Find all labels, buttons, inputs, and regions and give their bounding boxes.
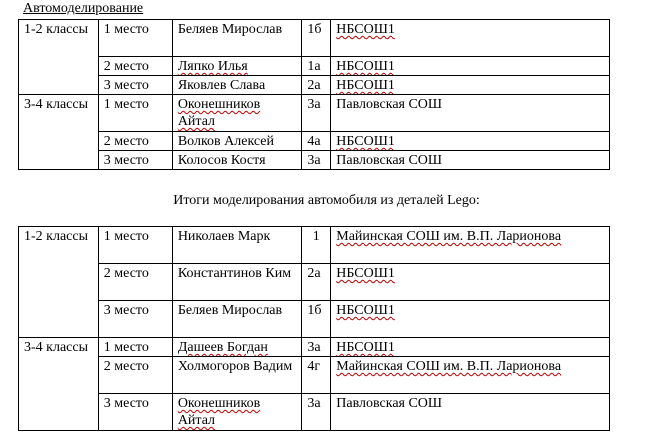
- school-text: НБСОШ1: [336, 303, 395, 318]
- class-cell: 4а: [302, 132, 331, 151]
- name-cell: Николаев Марк: [172, 227, 302, 264]
- results-table-car-modeling: [18, 19, 610, 170]
- class-cell: 3а: [302, 394, 331, 431]
- name-cell: Холмогоров Вадим: [172, 357, 302, 394]
- grade-cell: 1-2 классы: [19, 20, 99, 95]
- school-cell: [331, 301, 610, 338]
- school-cell: Павловская СОШ: [331, 394, 610, 431]
- place-cell: 1 место: [98, 338, 172, 357]
- school-text: НБСОШ1: [336, 134, 395, 149]
- class-cell: 1б: [302, 20, 331, 57]
- name-text: Дашеев Богдан: [177, 340, 268, 355]
- school-cell: [331, 57, 610, 76]
- place-cell: 3 место: [98, 301, 172, 338]
- school-cell: [331, 264, 610, 301]
- table-row: [19, 301, 610, 338]
- school-text: НБСОШ1: [336, 59, 395, 74]
- school-cell: Павловская СОШ: [331, 151, 610, 170]
- school-cell: [331, 76, 610, 95]
- school-text: НБСОШ1: [336, 340, 395, 355]
- school-text: НБСОШ1: [336, 22, 395, 37]
- class-cell: 1: [302, 227, 331, 264]
- school-text: Майинская СОШ им. В.П. Ларионова: [336, 359, 562, 374]
- section1-heading-text: Автомоделирование: [23, 1, 144, 16]
- table-row: [19, 76, 610, 95]
- school-text: Майинская СОШ им. В.П. Ларионова: [336, 229, 562, 244]
- school-cell: Павловская СОШ: [331, 95, 610, 132]
- class-cell: 2а: [302, 264, 331, 301]
- section2-heading: Итоги моделирования автомобиля из деталей Lego:: [173, 193, 480, 208]
- class-cell: 3а: [302, 338, 331, 357]
- school-text: НБСОШ1: [336, 78, 395, 93]
- place-cell: 2 место: [98, 132, 172, 151]
- school-cell: [331, 132, 610, 151]
- school-cell: [331, 338, 610, 357]
- name-cell: [172, 57, 302, 76]
- name-text: Ляпко Илья: [177, 59, 248, 74]
- class-cell: 3а: [302, 95, 331, 132]
- school-cell: [331, 20, 610, 57]
- place-cell: 3 место: [98, 76, 172, 95]
- place-cell: 1 место: [98, 20, 172, 57]
- school-text: НБСОШ1: [336, 266, 395, 281]
- grade-cell: 3-4 классы: [19, 95, 99, 170]
- name-cell: Яковлев Слава: [172, 76, 302, 95]
- place-cell: 2 место: [98, 357, 172, 394]
- school-cell: [331, 227, 610, 264]
- table-row: [19, 132, 610, 151]
- grade-cell: 1-2 классы: [19, 227, 99, 338]
- section1-heading: [23, 1, 143, 17]
- class-cell: 3а: [302, 151, 331, 170]
- grade-cell: 3-4 классы: [19, 338, 99, 431]
- name-cell: [172, 95, 302, 132]
- table-row: [19, 394, 610, 431]
- name-cell: [172, 338, 302, 357]
- table-row: [19, 264, 610, 301]
- class-cell: 1б: [302, 301, 331, 338]
- place-cell: 1 место: [98, 227, 172, 264]
- results-table-lego-modeling: [18, 226, 610, 431]
- name-text: Оконешников Айтал: [177, 396, 261, 428]
- table-row: [19, 357, 610, 394]
- class-cell: 1а: [302, 57, 331, 76]
- table-row: [19, 57, 610, 76]
- name-cell: Беляев Мирослав: [172, 20, 302, 57]
- place-cell: 2 место: [98, 264, 172, 301]
- table-row: [19, 227, 610, 264]
- name-cell: Беляев Мирослав: [172, 301, 302, 338]
- class-cell: 2а: [302, 76, 331, 95]
- table-row: [19, 95, 610, 132]
- name-cell: Константинов Ким: [172, 264, 302, 301]
- place-cell: 2 место: [98, 57, 172, 76]
- name-cell: Колосов Костя: [172, 151, 302, 170]
- class-cell: 4г: [302, 357, 331, 394]
- table-row: [19, 338, 610, 357]
- place-cell: 3 место: [98, 151, 172, 170]
- table-row: [19, 20, 610, 57]
- table-row: [19, 151, 610, 170]
- name-cell: Волков Алексей: [172, 132, 302, 151]
- place-cell: 1 место: [98, 95, 172, 132]
- name-text: Оконешников Айтал: [177, 97, 261, 129]
- school-cell: [331, 357, 610, 394]
- name-cell: [172, 394, 302, 431]
- place-cell: 3 место: [98, 394, 172, 431]
